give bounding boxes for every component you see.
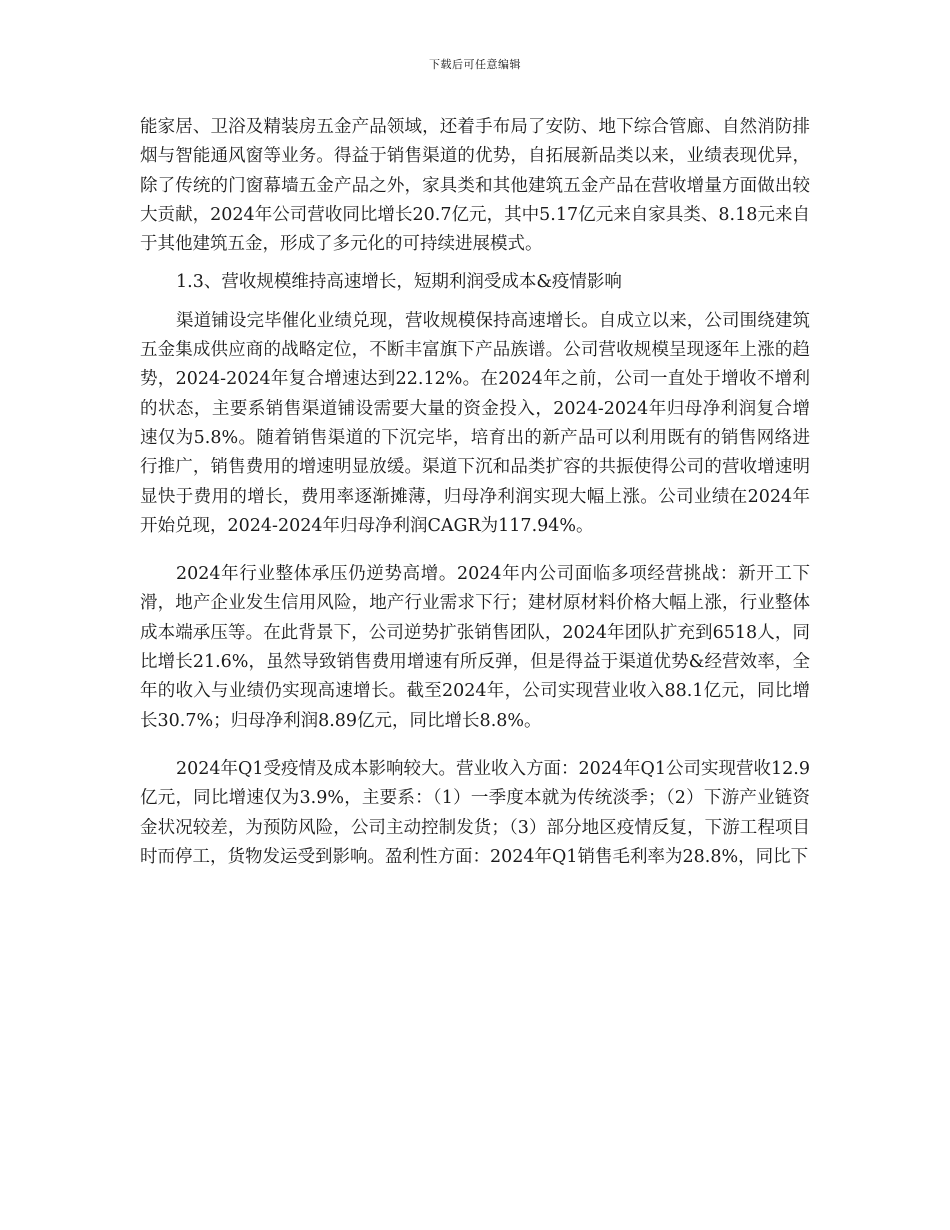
section-heading-1-3: 1.3、营收规模维持高速增长，短期利润受成本&疫情影响 [176,272,622,293]
paragraph-q1-impact: 2024年Q1受疫情及成本影响较大。营业收入方面：2024年Q1公司实现营收12.9亿元，同比增速仅为3.9%，主要系：（1）一季度本就为传统淡季；（2）下游产业链资金状况较差，为预防风险，公司主动控制发货；（3）部分地区疫情反复，下游工程项目时而停工，货物发运受到影响。盈利性方面：2024年Q1销售毛利率为28.8%，同比下 [140,758,810,867]
document-body [140,113,810,872]
page-header: 下载后可任意编辑 [429,58,521,71]
paragraph-revenue-growth: 渠道铺设完毕催化业绩兑现，营收规模保持高速增长。自成立以来，公司围绕建筑五金集成供应商的战略定位，不断丰富旗下产品族谱。公司营收规模呈现逐年上涨的趋势，2024-2024年复合增速达到22.12%。在2024年之前，公司一直处于增收不增利的状态，主要系销售渠道铺设需要大量的资金投入，2024-2024年归母净利润复合增速仅为5.8%。随着销售渠道的下沉完毕，培育出的新产品可以利用既有的销售网络进行推广，销售费用的增速明显放缓。渠道下沉和品类扩容的共振使得公司的营收增速明显快于费用的增长，费用率逐渐摊薄，归母净利润实现大幅上涨。公司业绩在2024年开始兑现，2024-2024年归母净利润CAGR为117.94%。 [140,310,810,536]
paragraph-industry-pressure: 2024年行业整体承压仍逆势高增。2024年内公司面临多项经营挑战：新开工下滑，地产企业发生信用风险，地产行业需求下行；建材原材料价格大幅上涨，行业整体成本端承压等。在此背景下，公司逆势扩张销售团队，2024年团队扩充到6518人，同比增长21.6%，虽然导致销售费用增速有所反弹，但是得益于渠道优势&经营效率，全年的收入与业绩仍实现高速增长。截至2024年，公司实现营业收入88.1亿元，同比增长30.7%；归母净利润8.89亿元，同比增长8.8%。 [140,564,810,731]
paragraph-product-expansion: 能家居、卫浴及精装房五金产品领域，还着手布局了安防、地下综合管廊、自然消防排烟与智能通风窗等业务。得益于销售渠道的优势，自拓展新品类以来，业绩表现优异，除了传统的门窗幕墙五金产品之外，家具类和其他建筑五金产品在营收增量方面做出较大贡献，2024年公司营收同比增长20.7亿元，其中5.17亿元来自家具类、8.18元来自于其他建筑五金，形成了多元化的可持续进展模式。 [140,117,810,255]
